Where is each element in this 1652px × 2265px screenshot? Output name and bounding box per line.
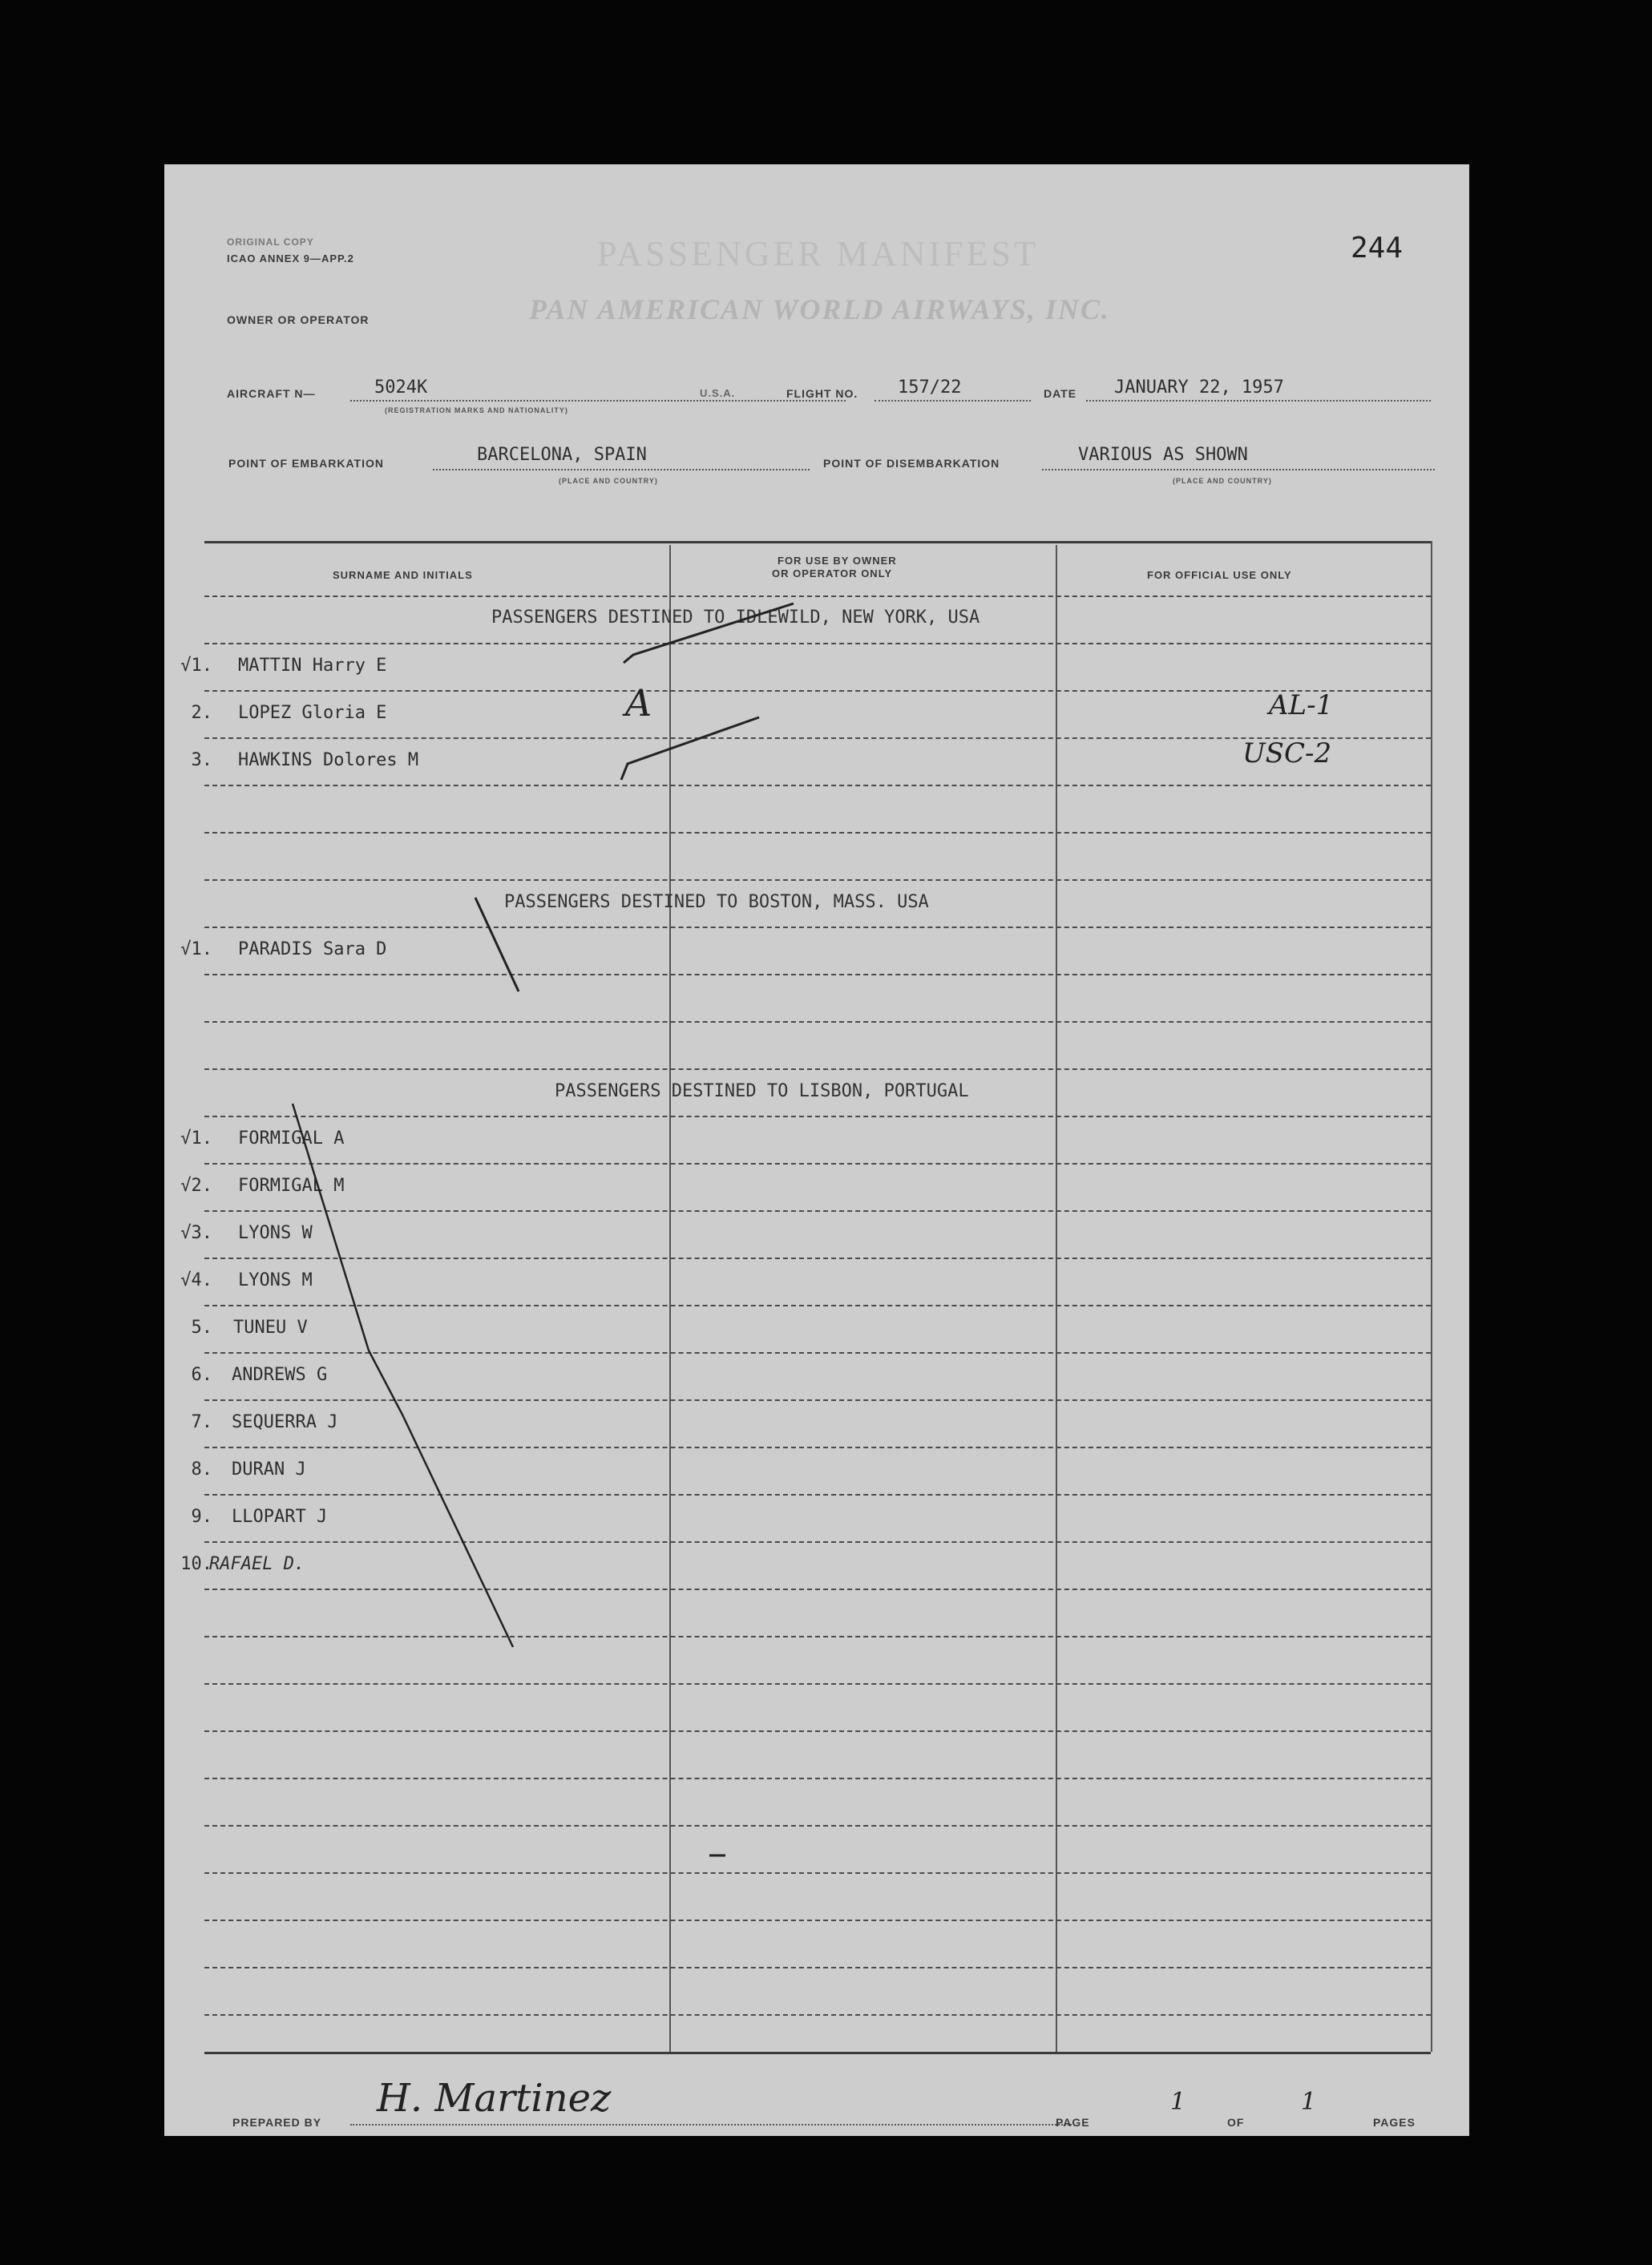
official-note-al: AL-1 — [1269, 689, 1334, 721]
passenger-name: HAWKINS Dolores M — [238, 750, 419, 770]
page-stamp-number: 244 — [1351, 232, 1404, 264]
manifest-sheet — [164, 164, 1469, 2136]
section-header-idlewild: PASSENGERS DESTINED TO IDLEWILD, NEW YORK, USA — [491, 608, 980, 628]
row-number: 3. — [191, 750, 212, 770]
prepared-underline — [350, 2124, 1072, 2126]
handwritten-a-mark: A — [625, 681, 652, 725]
aircraft-value: 5024K — [374, 378, 428, 398]
date-value: JANUARY 22, 1957 — [1114, 378, 1284, 398]
row-number: √3. — [180, 1223, 212, 1243]
nationality: U.S.A. — [700, 387, 736, 399]
column-header-owner-use-1: FOR USE BY OWNER — [778, 555, 897, 567]
passenger-name: MATTIN Harry E — [238, 656, 387, 676]
row-number: 5. — [191, 1318, 212, 1338]
row-number: √1. — [180, 939, 212, 959]
page-value: 1 — [1170, 2088, 1186, 2116]
row-number: √4. — [180, 1270, 212, 1290]
passenger-name: FORMIGAL M — [238, 1176, 345, 1196]
row-number: √2. — [180, 1176, 212, 1196]
row-number: 2. — [191, 703, 212, 723]
row-number: 10. — [180, 1554, 212, 1574]
passenger-name: RAFAEL D. — [209, 1554, 305, 1574]
column-header-surname: SURNAME AND INITIALS — [333, 569, 473, 581]
handwritten-check-marks — [164, 164, 1469, 2136]
official-note-usc: USC-2 — [1242, 737, 1332, 769]
section-header-lisbon: PASSENGERS DESTINED TO LISBON, PORTUGAL — [555, 1081, 969, 1101]
passenger-name: TUNEU V — [233, 1318, 308, 1338]
passenger-name: ANDREWS G — [232, 1365, 328, 1385]
column-header-official: FOR OFFICIAL USE ONLY — [1147, 569, 1292, 581]
passenger-name: LOPEZ Gloria E — [238, 703, 387, 723]
form-code-line2: ICAO ANNEX 9—APP.2 — [227, 252, 354, 264]
owner-label: OWNER OR OPERATOR — [227, 313, 370, 326]
page-label: PAGE — [1056, 2116, 1090, 2129]
flight-value: 157/22 — [898, 378, 962, 398]
passenger-name: DURAN J — [232, 1460, 306, 1480]
passenger-name: LLOPART J — [232, 1507, 328, 1527]
flight-label: FLIGHT NO. — [786, 387, 858, 400]
column-header-owner-use-2: OR OPERATOR ONLY — [772, 567, 893, 579]
preparer-signature: H. Martinez — [377, 2076, 612, 2121]
date-label: DATE — [1044, 387, 1077, 400]
section-header-boston: PASSENGERS DESTINED TO BOSTON, MASS. USA — [504, 892, 929, 912]
passenger-name: LYONS W — [238, 1223, 313, 1243]
aircraft-label: AIRCRAFT N— — [227, 387, 316, 400]
embark-sublabel: (PLACE AND COUNTRY) — [559, 477, 658, 485]
passenger-name: PARADIS Sara D — [238, 939, 387, 959]
row-number: √1. — [180, 656, 212, 676]
row-number: 7. — [191, 1412, 212, 1432]
embark-label: POINT OF EMBARKATION — [228, 457, 384, 470]
form-code-line1: ORIGINAL COPY — [227, 236, 314, 248]
row-number: √1. — [180, 1128, 212, 1149]
row-number: 8. — [191, 1460, 212, 1480]
passenger-name: FORMIGAL A — [238, 1128, 345, 1149]
aircraft-sublabel: (REGISTRATION MARKS AND NATIONALITY) — [385, 406, 568, 414]
owner-value: PAN AMERICAN WORLD AIRWAYS, INC. — [529, 293, 1110, 325]
row-number: 6. — [191, 1365, 212, 1385]
of-value: 1 — [1301, 2088, 1317, 2116]
disembark-sublabel: (PLACE AND COUNTRY) — [1173, 477, 1272, 485]
passenger-name: SEQUERRA J — [232, 1412, 338, 1432]
disembark-label: POINT OF DISEMBARKATION — [823, 457, 1000, 470]
row-number: 9. — [191, 1507, 212, 1527]
pages-label: PAGES — [1373, 2116, 1416, 2129]
prepared-by-label: PREPARED BY — [232, 2116, 322, 2129]
passenger-name: LYONS M — [238, 1270, 313, 1290]
embark-value: BARCELONA, SPAIN — [477, 445, 647, 465]
disembark-value: VARIOUS AS SHOWN — [1078, 445, 1248, 465]
form-title: PASSENGER MANIFEST — [597, 234, 1039, 273]
of-label: OF — [1227, 2116, 1245, 2129]
